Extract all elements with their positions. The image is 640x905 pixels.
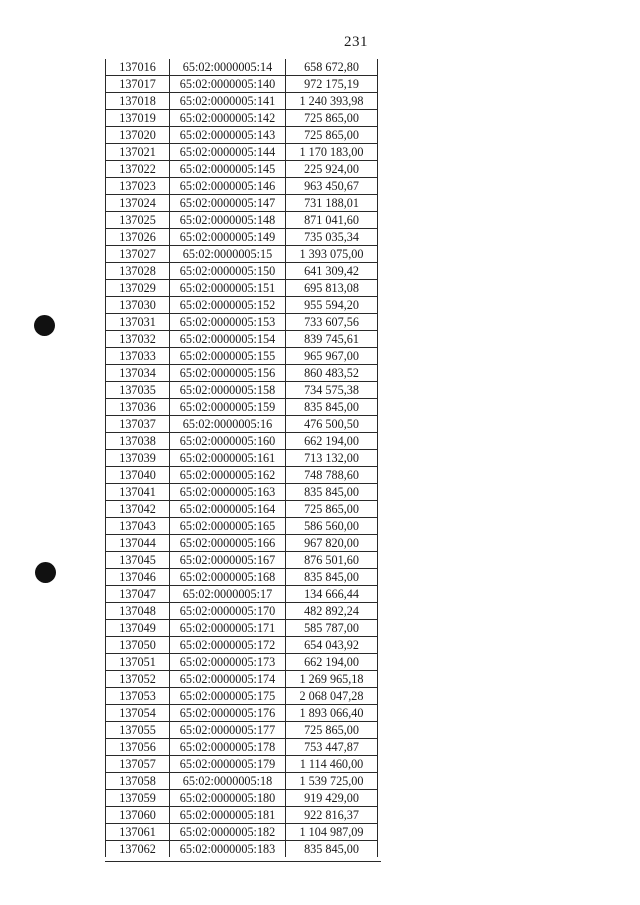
cadastral-number-cell: 65:02:0000005:147 [170,195,286,212]
row-number-cell: 137026 [106,229,170,246]
table-row [106,790,378,807]
row-number-cell: 137045 [106,552,170,569]
page-number: 231 [344,34,368,50]
table-row [106,671,378,688]
table-row [106,705,378,722]
cadastral-number-cell: 65:02:0000005:181 [170,807,286,824]
cadastral-number-cell: 65:02:0000005:14 [170,59,286,76]
cadastral-value-cell: 1 269 965,18 [286,671,378,688]
cadastral-number-cell: 65:02:0000005:182 [170,824,286,841]
cadastral-number-cell: 65:02:0000005:149 [170,229,286,246]
table-row [106,416,378,433]
punch-hole [35,562,56,583]
cadastral-value-cell: 922 816,37 [286,807,378,824]
cadastral-value-cell: 695 813,08 [286,280,378,297]
row-number-cell: 137023 [106,178,170,195]
row-number-cell: 137021 [106,144,170,161]
cadastral-number-cell: 65:02:0000005:173 [170,654,286,671]
cadastral-value-cell: 1 104 987,09 [286,824,378,841]
cadastral-number-cell: 65:02:0000005:145 [170,161,286,178]
cadastral-value-cell: 725 865,00 [286,501,378,518]
cadastral-value-table [105,59,378,857]
cadastral-value-cell: 835 845,00 [286,569,378,586]
table-row [106,773,378,790]
row-number-cell: 137019 [106,110,170,127]
row-number-cell: 137062 [106,841,170,858]
row-number-cell: 137029 [106,280,170,297]
table-row [106,127,378,144]
row-number-cell: 137034 [106,365,170,382]
cadastral-value-cell: 972 175,19 [286,76,378,93]
cadastral-number-cell: 65:02:0000005:178 [170,739,286,756]
table-body [106,59,378,857]
table-row [106,263,378,280]
cadastral-value-cell: 641 309,42 [286,263,378,280]
cadastral-value-cell: 965 967,00 [286,348,378,365]
table-row [106,722,378,739]
table-row [106,620,378,637]
table-row [106,161,378,178]
row-number-cell: 137041 [106,484,170,501]
cadastral-number-cell: 65:02:0000005:154 [170,331,286,348]
row-number-cell: 137039 [106,450,170,467]
cadastral-number-cell: 65:02:0000005:159 [170,399,286,416]
table-bottom-edge [105,861,381,862]
cadastral-number-cell: 65:02:0000005:143 [170,127,286,144]
table-row [106,93,378,110]
table-row [106,229,378,246]
cadastral-value-cell: 731 188,01 [286,195,378,212]
cadastral-value-cell: 662 194,00 [286,433,378,450]
row-number-cell: 137055 [106,722,170,739]
table-row [106,212,378,229]
table-row [106,484,378,501]
cadastral-number-cell: 65:02:0000005:162 [170,467,286,484]
row-number-cell: 137028 [106,263,170,280]
table-row [106,756,378,773]
table-row [106,144,378,161]
cadastral-number-cell: 65:02:0000005:153 [170,314,286,331]
cadastral-value-cell: 476 500,50 [286,416,378,433]
cadastral-value-cell: 753 447,87 [286,739,378,756]
row-number-cell: 137036 [106,399,170,416]
row-number-cell: 137022 [106,161,170,178]
cadastral-value-cell: 482 892,24 [286,603,378,620]
row-number-cell: 137061 [106,824,170,841]
row-number-cell: 137056 [106,739,170,756]
cadastral-number-cell: 65:02:0000005:156 [170,365,286,382]
cadastral-value-cell: 734 575,38 [286,382,378,399]
table-row [106,382,378,399]
cadastral-value-cell: 134 666,44 [286,586,378,603]
row-number-cell: 137038 [106,433,170,450]
cadastral-value-cell: 586 560,00 [286,518,378,535]
cadastral-value-cell: 955 594,20 [286,297,378,314]
cadastral-value-cell: 658 672,80 [286,59,378,76]
cadastral-number-cell: 65:02:0000005:165 [170,518,286,535]
table-row [106,467,378,484]
table-row [106,552,378,569]
row-number-cell: 137043 [106,518,170,535]
cadastral-value-cell: 735 035,34 [286,229,378,246]
table-row [106,654,378,671]
row-number-cell: 137032 [106,331,170,348]
row-number-cell: 137017 [106,76,170,93]
cadastral-number-cell: 65:02:0000005:183 [170,841,286,858]
row-number-cell: 137049 [106,620,170,637]
cadastral-value-cell: 860 483,52 [286,365,378,382]
cadastral-number-cell: 65:02:0000005:172 [170,637,286,654]
row-number-cell: 137052 [106,671,170,688]
cadastral-value-cell: 1 893 066,40 [286,705,378,722]
cadastral-number-cell: 65:02:0000005:150 [170,263,286,280]
table-row [106,76,378,93]
row-number-cell: 137037 [106,416,170,433]
table-row [106,178,378,195]
cadastral-number-cell: 65:02:0000005:163 [170,484,286,501]
cadastral-number-cell: 65:02:0000005:18 [170,773,286,790]
cadastral-number-cell: 65:02:0000005:166 [170,535,286,552]
row-number-cell: 137031 [106,314,170,331]
table-row [106,348,378,365]
cadastral-value-cell: 876 501,60 [286,552,378,569]
cadastral-number-cell: 65:02:0000005:180 [170,790,286,807]
table-row [106,110,378,127]
cadastral-value-cell: 1 170 183,00 [286,144,378,161]
punch-hole [34,315,55,336]
cadastral-value-cell: 725 865,00 [286,127,378,144]
row-number-cell: 137040 [106,467,170,484]
cadastral-number-cell: 65:02:0000005:161 [170,450,286,467]
cadastral-number-cell: 65:02:0000005:168 [170,569,286,586]
cadastral-number-cell: 65:02:0000005:146 [170,178,286,195]
cadastral-value-cell: 733 607,56 [286,314,378,331]
row-number-cell: 137033 [106,348,170,365]
table-row [106,246,378,263]
cadastral-number-cell: 65:02:0000005:15 [170,246,286,263]
cadastral-number-cell: 65:02:0000005:144 [170,144,286,161]
cadastral-number-cell: 65:02:0000005:152 [170,297,286,314]
table-row [106,569,378,586]
row-number-cell: 137057 [106,756,170,773]
cadastral-value-cell: 835 845,00 [286,399,378,416]
cadastral-value-cell: 963 450,67 [286,178,378,195]
cadastral-number-cell: 65:02:0000005:141 [170,93,286,110]
cadastral-value-cell: 1 539 725,00 [286,773,378,790]
cadastral-number-cell: 65:02:0000005:176 [170,705,286,722]
row-number-cell: 137027 [106,246,170,263]
cadastral-number-cell: 65:02:0000005:16 [170,416,286,433]
cadastral-value-cell: 585 787,00 [286,620,378,637]
cadastral-value-cell: 748 788,60 [286,467,378,484]
row-number-cell: 137024 [106,195,170,212]
cadastral-number-cell: 65:02:0000005:17 [170,586,286,603]
cadastral-value-cell: 919 429,00 [286,790,378,807]
row-number-cell: 137060 [106,807,170,824]
cadastral-number-cell: 65:02:0000005:158 [170,382,286,399]
cadastral-value-cell: 662 194,00 [286,654,378,671]
cadastral-number-cell: 65:02:0000005:164 [170,501,286,518]
cadastral-number-cell: 65:02:0000005:151 [170,280,286,297]
table-row [106,450,378,467]
row-number-cell: 137016 [106,59,170,76]
table-row [106,739,378,756]
cadastral-value-cell: 713 132,00 [286,450,378,467]
row-number-cell: 137059 [106,790,170,807]
table-row [106,195,378,212]
table-row [106,365,378,382]
table-row [106,518,378,535]
row-number-cell: 137051 [106,654,170,671]
cadastral-value-cell: 967 820,00 [286,535,378,552]
row-number-cell: 137035 [106,382,170,399]
table-row [106,807,378,824]
table-row [106,399,378,416]
cadastral-value-cell: 1 393 075,00 [286,246,378,263]
cadastral-number-cell: 65:02:0000005:177 [170,722,286,739]
cadastral-value-cell: 725 865,00 [286,110,378,127]
table-row [106,331,378,348]
cadastral-value-cell: 1 240 393,98 [286,93,378,110]
row-number-cell: 137030 [106,297,170,314]
cadastral-value-cell: 654 043,92 [286,637,378,654]
cadastral-number-cell: 65:02:0000005:175 [170,688,286,705]
table-row [106,314,378,331]
cadastral-value-cell: 839 745,61 [286,331,378,348]
table-row [106,603,378,620]
cadastral-number-cell: 65:02:0000005:167 [170,552,286,569]
row-number-cell: 137044 [106,535,170,552]
row-number-cell: 137058 [106,773,170,790]
table-row [106,501,378,518]
table-row [106,824,378,841]
cadastral-value-cell: 2 068 047,28 [286,688,378,705]
cadastral-number-cell: 65:02:0000005:179 [170,756,286,773]
cadastral-value-cell: 835 845,00 [286,841,378,858]
cadastral-number-cell: 65:02:0000005:140 [170,76,286,93]
table-row [106,433,378,450]
table-row [106,586,378,603]
table-row [106,297,378,314]
row-number-cell: 137018 [106,93,170,110]
cadastral-number-cell: 65:02:0000005:155 [170,348,286,365]
table-row [106,59,378,76]
row-number-cell: 137042 [106,501,170,518]
cadastral-number-cell: 65:02:0000005:142 [170,110,286,127]
row-number-cell: 137048 [106,603,170,620]
table-row [106,535,378,552]
cadastral-value-cell: 725 865,00 [286,722,378,739]
cadastral-number-cell: 65:02:0000005:170 [170,603,286,620]
row-number-cell: 137020 [106,127,170,144]
table-row [106,280,378,297]
table-row [106,841,378,858]
table-row [106,688,378,705]
cadastral-value-cell: 225 924,00 [286,161,378,178]
cadastral-number-cell: 65:02:0000005:160 [170,433,286,450]
row-number-cell: 137053 [106,688,170,705]
row-number-cell: 137046 [106,569,170,586]
cadastral-value-cell: 871 041,60 [286,212,378,229]
row-number-cell: 137054 [106,705,170,722]
cadastral-number-cell: 65:02:0000005:174 [170,671,286,688]
table-row [106,637,378,654]
row-number-cell: 137047 [106,586,170,603]
cadastral-value-cell: 835 845,00 [286,484,378,501]
row-number-cell: 137025 [106,212,170,229]
cadastral-number-cell: 65:02:0000005:171 [170,620,286,637]
cadastral-value-cell: 1 114 460,00 [286,756,378,773]
row-number-cell: 137050 [106,637,170,654]
cadastral-number-cell: 65:02:0000005:148 [170,212,286,229]
